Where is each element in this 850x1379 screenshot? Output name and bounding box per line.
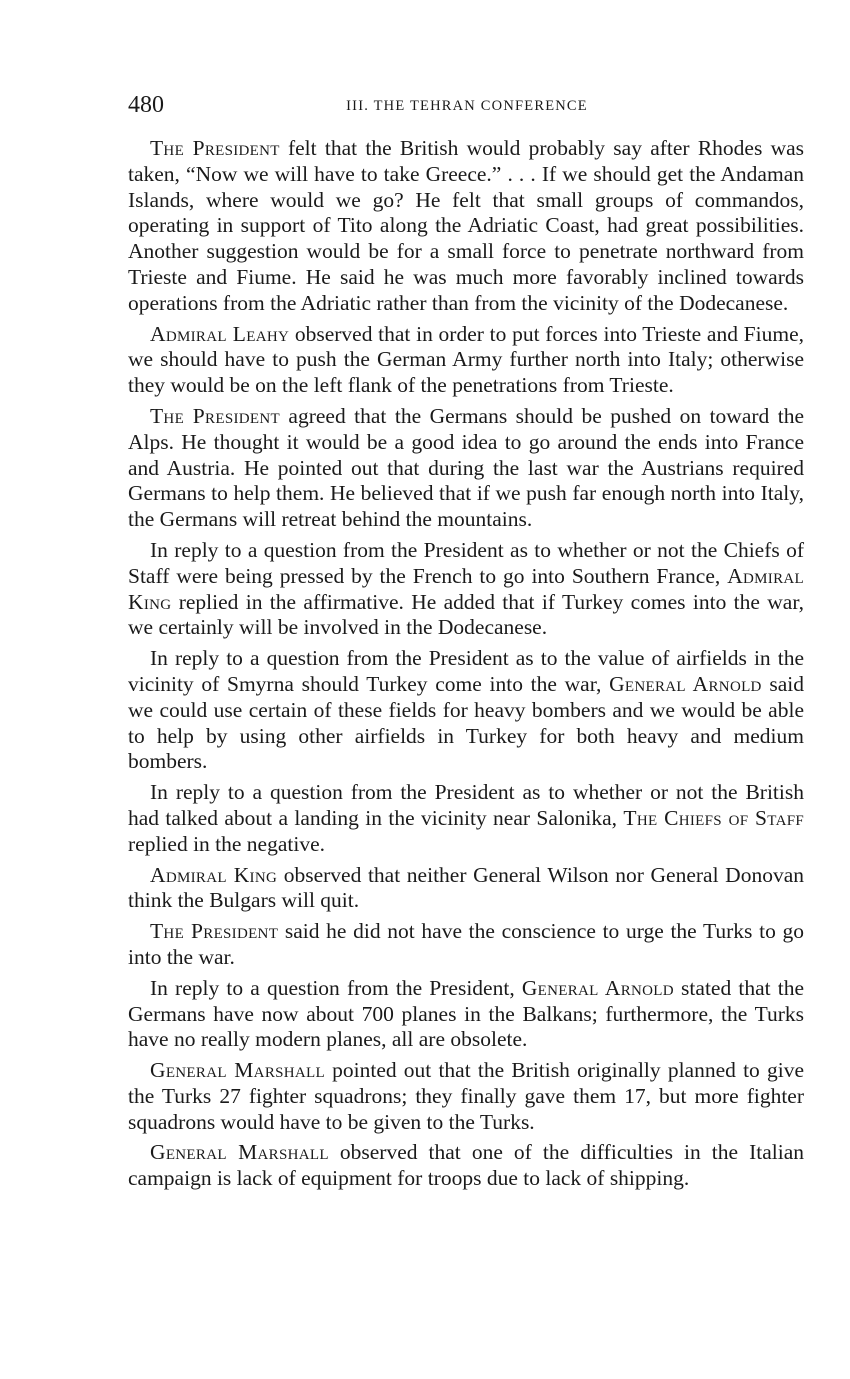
paragraph-text: observed that one of the difficulties in the Italian campaign is lack of equipment for troops due to lack of shipping.: [128, 1140, 804, 1191]
speaker-name: The Chiefs of Staff: [623, 805, 804, 830]
speaker-name: The President: [150, 919, 279, 944]
paragraph-text: observed that in order to put forces into Trieste and Fiume, we should have to push the German Army further north into Italy; otherwise they would be on the left flank of the penetrations from Trieste.: [128, 321, 805, 398]
speaker-name: General Arnold: [521, 975, 674, 1000]
paragraph-text: agreed that the Germans should be pushed on toward the Alps. He thought it would be a good idea to go around the ends into France and Austria. He pointed out that during the last war the Austrians required Germans to help them. He believed that if we push far enough north into Italy, the Germans will retreat behind the mountains.: [128, 403, 805, 532]
paragraph: [128, 919, 804, 971]
speaker-name: General Marshall: [150, 1058, 325, 1083]
paragraph: [128, 538, 804, 641]
paragraph-text: stated that the Germans have now about 700 planes in the Balkans; furthermore, the Turks have no really modern planes, all are obsolete.: [128, 975, 805, 1052]
paragraph-text: said we could use certain of these fields for heavy bombers and we would be able to help by using other airfields in Turkey for both heavy and medium bombers.: [128, 671, 805, 774]
paragraph-text: replied in the negative.: [128, 831, 326, 856]
paragraph-lead-text: In reply to a question from the President as to whether or not the Chiefs of Staff were being pressed by the French to go into Southern France,: [128, 537, 804, 588]
paragraph-lead-text: In reply to a question from the President as to the value of airfields in the vicinity of Smyrna should Turkey come into the war,: [128, 646, 804, 696]
paragraph-lead-text: In reply to a question from the President as to whether or not the British had talked about a landing in the vicinity near Salonika,: [128, 780, 804, 830]
speaker-name: Admiral King: [150, 862, 278, 887]
paragraph-lead-text: In reply to a question from the President,: [150, 975, 522, 1000]
speaker-name: The President: [150, 136, 280, 160]
paragraph-text: replied in the affirmative. He added that if Turkey comes into the war, we certainly will be involved in the Dodecanese.: [128, 589, 804, 640]
page-body: [128, 136, 804, 1197]
paragraph: [128, 780, 804, 857]
speaker-name: The President: [150, 403, 280, 428]
paragraph-text: observed that neither General Wilson nor General Donovan think the Bulgars will quit.: [128, 862, 804, 913]
paragraph: [128, 1140, 804, 1192]
speaker-name: General Arnold: [609, 671, 762, 696]
speaker-name: General Marshall: [150, 1140, 329, 1165]
speaker-name: Admiral Leahy: [150, 321, 290, 346]
paragraph: [128, 1058, 804, 1135]
page-number: 480: [128, 92, 164, 118]
speaker-name: Admiral King: [128, 563, 804, 614]
page-header: [128, 90, 806, 122]
running-head: III. THE TEHRAN CONFERENCE: [346, 98, 588, 114]
paragraph-text: felt that the British would probably say after Rhodes was taken, “Now we will have to take Greece.” . . . If we should get the Andaman Islands, where would we go? He felt that small groups of commandos, operating in support of Tito along the Adriatic Coast, had great possibilities. Another suggestion would be for a small force to penetrate northward from Trieste and Fiume. He said he was much more favorably inclined towards operations from the Adriatic rather than from the vicinity of the Dodecanese.: [128, 136, 805, 315]
paragraph: [128, 976, 804, 1053]
paragraph: [128, 646, 804, 775]
paragraph: [128, 863, 804, 915]
paragraph: [128, 136, 804, 317]
paragraph: [128, 404, 804, 533]
paragraph-text: pointed out that the British originally planned to give the Turks 27 fighter squadrons; they finally gave them 17, but more fighter squadrons would have to be given to the Turks.: [128, 1058, 804, 1134]
paragraph-text: said he did not have the conscience to urge the Turks to go into the war.: [128, 919, 804, 969]
paragraph: [128, 322, 804, 399]
